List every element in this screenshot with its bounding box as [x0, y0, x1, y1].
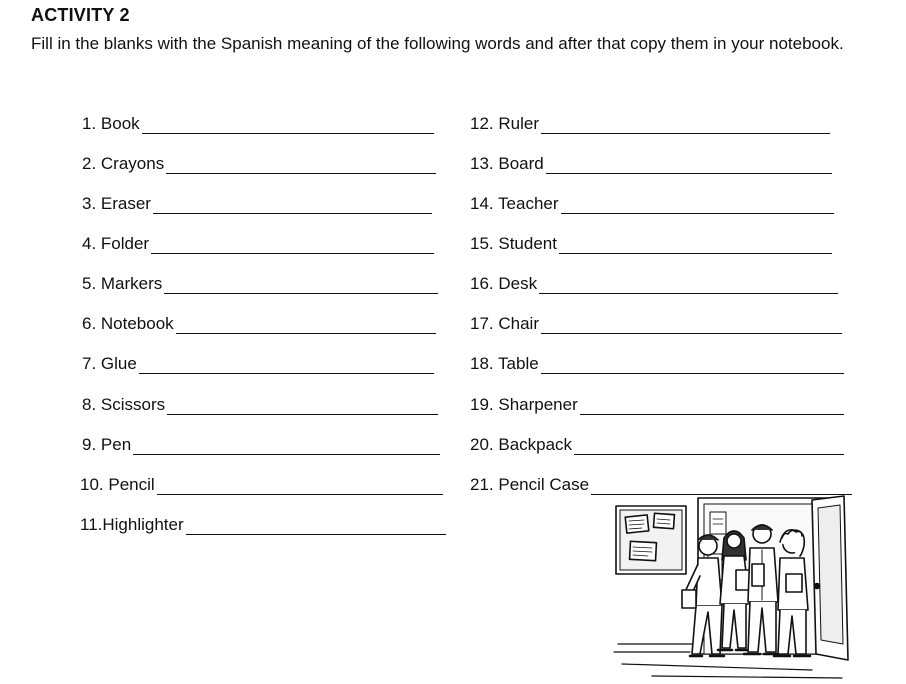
answer-blank[interactable] [541, 358, 844, 374]
vocab-label: 16. Desk [470, 274, 538, 293]
vocab-item-17 [470, 310, 842, 334]
vocab-label: 3. Eraser [82, 194, 151, 213]
answer-blank[interactable] [541, 118, 830, 134]
students-at-classroom-door-illustration [612, 494, 856, 682]
vocab-item-10 [80, 471, 443, 495]
vocab-item-15 [470, 230, 832, 254]
vocab-label: 17. Chair [470, 314, 539, 333]
vocab-label: 1. Book [82, 114, 140, 133]
answer-blank[interactable] [186, 519, 446, 535]
vocab-item-7 [82, 350, 434, 374]
answer-blank[interactable] [166, 158, 436, 174]
vocab-item-14 [470, 190, 834, 214]
answer-blank[interactable] [151, 238, 434, 254]
vocab-label: 7. Glue [82, 354, 137, 373]
answer-blank[interactable] [176, 318, 436, 334]
vocab-label: 21. Pencil Case [470, 475, 590, 494]
answer-blank[interactable] [139, 358, 434, 374]
answer-blank[interactable] [561, 198, 834, 214]
answer-blank[interactable] [133, 439, 440, 455]
vocab-label: 2. Crayons [82, 154, 165, 173]
vocab-label: 13. Board [470, 154, 544, 173]
vocab-label: 10. Pencil [80, 475, 155, 494]
answer-blank[interactable] [580, 399, 844, 415]
instructions-text: Fill in the blanks with the Spanish meaning of the following words and after that copy them in your notebook. [31, 34, 844, 53]
vocab-item-5 [82, 270, 438, 294]
vocab-item-1 [82, 110, 434, 134]
answer-blank[interactable] [157, 479, 443, 495]
vocab-label: 19. Sharpener [470, 395, 578, 414]
answer-blank[interactable] [541, 318, 842, 334]
vocab-item-3 [82, 190, 432, 214]
activity-title: ACTIVITY 2 [31, 5, 130, 25]
vocab-label: 20. Backpack [470, 435, 573, 454]
vocab-item-11 [80, 511, 446, 535]
vocab-item-2 [82, 150, 436, 174]
vocab-label: 11.Highlighter [80, 515, 184, 534]
vocab-item-20 [470, 431, 844, 455]
vocab-label: 15. Student [470, 234, 557, 253]
vocab-item-18 [470, 350, 844, 374]
vocab-item-21 [470, 471, 852, 495]
answer-blank[interactable] [591, 479, 852, 495]
answer-blank[interactable] [153, 198, 432, 214]
bulletin-board [616, 506, 686, 574]
vocab-label: 12. Ruler [470, 114, 539, 133]
answer-blank[interactable] [539, 278, 838, 294]
answer-blank[interactable] [142, 118, 434, 134]
vocab-item-16 [470, 270, 838, 294]
vocab-label: 8. Scissors [82, 395, 166, 414]
answer-blank[interactable] [574, 439, 844, 455]
vocab-item-8 [82, 391, 438, 415]
vocab-item-19 [470, 391, 844, 415]
vocab-label: 5. Markers [82, 274, 163, 293]
vocab-label: 18. Table [470, 354, 539, 373]
vocab-label: 4. Folder [82, 234, 150, 253]
vocab-item-9 [82, 431, 440, 455]
vocab-item-6 [82, 310, 436, 334]
vocab-item-12 [470, 110, 830, 134]
vocab-label: 9. Pen [82, 435, 132, 454]
vocab-item-4 [82, 230, 434, 254]
answer-blank[interactable] [559, 238, 832, 254]
answer-blank[interactable] [546, 158, 832, 174]
vocab-item-13 [470, 150, 832, 174]
vocab-label: 14. Teacher [470, 194, 559, 213]
vocab-label: 6. Notebook [82, 314, 174, 333]
answer-blank[interactable] [164, 278, 438, 294]
answer-blank[interactable] [167, 399, 438, 415]
